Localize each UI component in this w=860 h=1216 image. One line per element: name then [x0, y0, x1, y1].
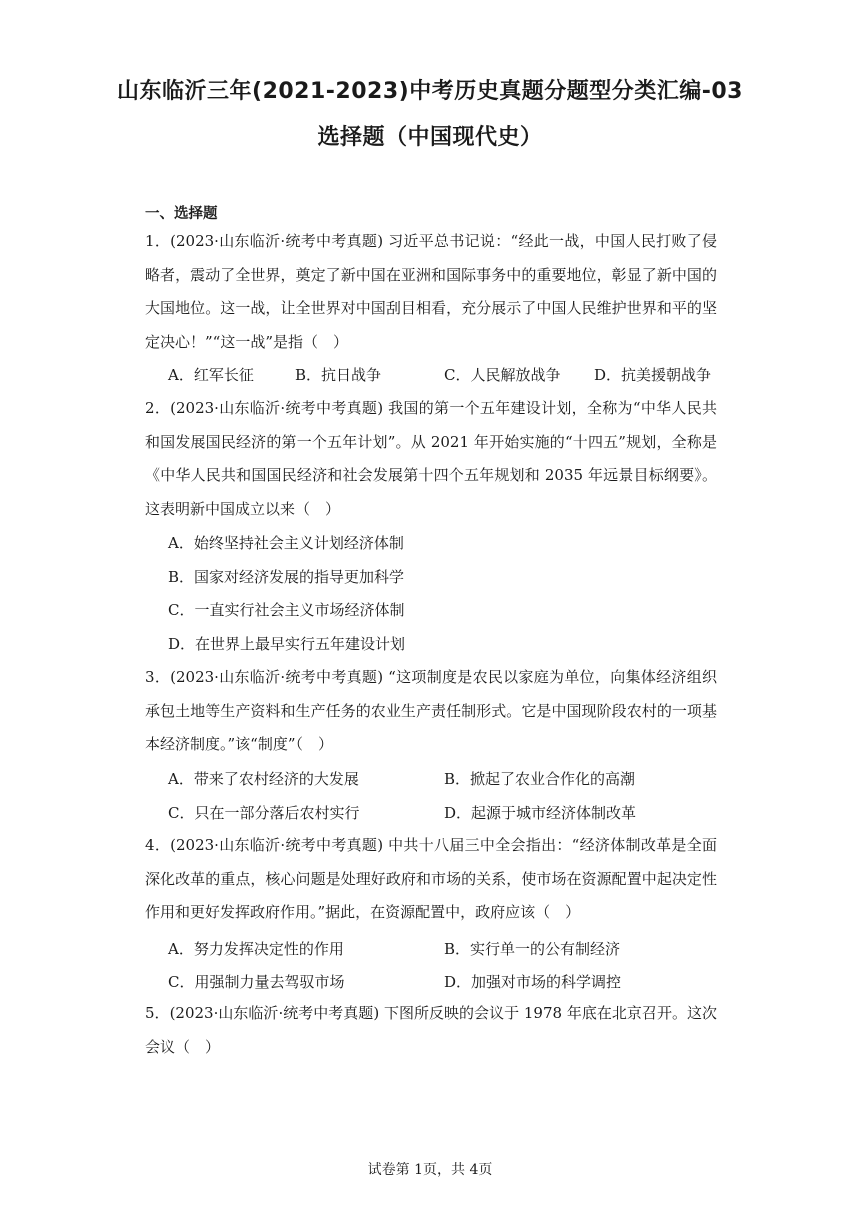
document-title-line-1: 山东临沂三年(2021-2023)中考历史真题分题型分类汇编-03 [117, 79, 743, 104]
page-footer: 试卷第 1页，共 4页 [367, 1162, 493, 1178]
question-1-option-b: B．抗日战争 [295, 366, 382, 384]
question-1-option-a: A．红军长征 [168, 366, 254, 384]
question-4-option-a: A．努力发挥决定性的作用 [168, 940, 344, 958]
question-2-option-a: A．始终坚持社会主义计划经济体制 [168, 534, 404, 552]
question-1-option-c: C．人民解放战争 [444, 366, 561, 384]
question-3-option-c: C．只在一部分落后农村实行 [168, 804, 360, 822]
question-2-option-b: B．国家对经济发展的指导更加科学 [168, 568, 405, 586]
question-1-option-d: D．抗美援朝战争 [594, 366, 712, 384]
question-3-option-a: A．带来了农村经济的大发展 [168, 770, 359, 788]
question-4-option-b: B．实行单一的公有制经济 [444, 940, 621, 958]
question-4-stem: 4．(2023·山东临沂·统考中考真题) 中共十八届三中全会指出：“经济体制改革是全面深化改革的重点，核心问题是处理好政府和市场的关系，使市场在资源配置中起决定性作用和更好发挥政府作用。”据此，在资源配置中，政府应该（ ） [145, 836, 717, 921]
question-5-stem: 5．(2023·山东临沂·统考中考真题) 下图所反映的会议于 1978 年底在北京召开。这次会议（ ） [145, 1004, 717, 1056]
question-3-option-d: D．起源于城市经济体制改革 [444, 804, 637, 822]
question-4-option-c: C．用强制力量去驾驭市场 [168, 973, 345, 991]
question-2-option-d: D．在世界上最早实行五年建设计划 [168, 635, 406, 653]
question-3-option-b: B．掀起了农业合作化的高潮 [444, 770, 636, 788]
section-heading: 一、选择题 [145, 206, 218, 222]
question-1-stem: 1．(2023·山东临沂·统考中考真题) 习近平总书记说：“经此一战，中国人民打败了侵略者，震动了全世界，奠定了新中国在亚洲和国际事务中的重要地位，彰显了新中国的大国地位。这一战，让全世界对中国刮目相看，充分展示了中国人民维护世界和平的坚定决心！”“这一战”是指（ ） [145, 232, 717, 351]
question-2-option-c: C．一直实行社会主义市场经济体制 [168, 601, 405, 619]
question-4-option-d: D．加强对市场的科学调控 [444, 973, 622, 991]
question-2-stem: 2．(2023·山东临沂·统考中考真题) 我国的第一个五年建设计划，全称为“中华人民共和国发展国民经济的第一个五年计划”。从 2021 年开始实施的“十四五”规划，全称是《中华人民共和国国民经济和社会发展第十四个五年规划和 2035 年远景目标纲要》。这表明新中国成立以来（ ） [145, 399, 717, 518]
question-3-stem: 3．(2023·山东临沂·统考中考真题) “这项制度是农民以家庭为单位，向集体经济组织承包土地等生产资料和生产任务的农业生产责任制形式。它是中国现阶段农村的一项基本经济制度。”该“制度”（ ） [145, 668, 717, 753]
document-title-line-2: 选择题（中国现代史） [317, 125, 543, 150]
